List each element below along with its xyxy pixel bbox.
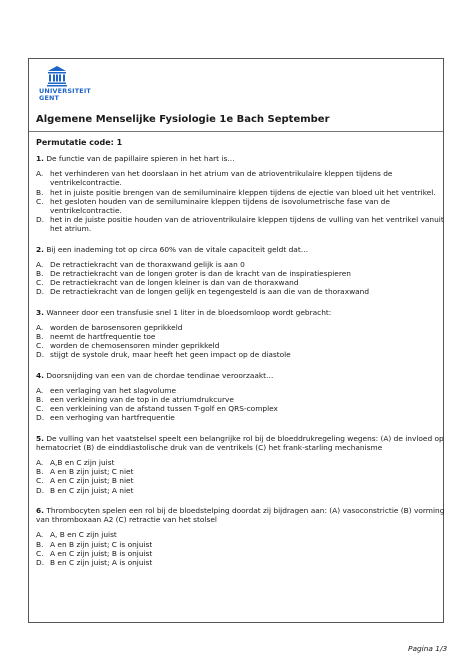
answer-options — [36, 386, 437, 423]
option-text: A en C zijn juist; B niet — [50, 476, 134, 486]
option-label: A. — [36, 169, 44, 179]
option-text: worden de barosensoren geprikkeld — [50, 322, 183, 332]
question-text: van thromboxaan A2 (C) retractie van het stolsel — [36, 515, 217, 525]
option-label: C. — [36, 196, 44, 206]
option-text: neemt de hartfrequentie toe — [50, 332, 156, 342]
question-stem — [36, 443, 437, 452]
option-text: De retractiekracht van de longen kleiner is dan van de thoraxwand — [50, 278, 299, 288]
option-label: A. — [36, 259, 44, 269]
ugent-logo — [36, 65, 96, 111]
question-text: De functie van de papillaire spieren in het hart is… — [46, 154, 235, 163]
option-text: het in de juiste positie houden van de atrioventrikulaire kleppen tijdens de vulling van het ventrikel vanuit — [50, 215, 444, 225]
sheet-content — [36, 65, 445, 567]
answer-option-d[interactable] — [36, 287, 437, 296]
answer-options — [36, 458, 437, 495]
question-text: Doorsnijding van een van de chordae tendinae veroorzaakt… — [46, 370, 274, 380]
option-label: C. — [36, 404, 44, 414]
answer-option-d[interactable] — [36, 350, 437, 359]
question-1 — [36, 154, 444, 234]
option-label: D. — [36, 287, 45, 297]
option-label: C. — [36, 341, 44, 351]
option-label: A. — [36, 458, 44, 468]
answer-option-b[interactable] — [36, 540, 437, 549]
option-text: B en C zijn juist; A niet — [50, 485, 134, 495]
option-label: A. — [36, 530, 44, 540]
option-text: A en C zijn juist; B is onjuist — [50, 548, 153, 558]
question-3 — [36, 308, 437, 360]
answer-option-a[interactable] — [36, 260, 437, 269]
option-text: het atrium. — [50, 224, 92, 234]
option-label: C. — [36, 548, 44, 558]
answer-options — [36, 323, 437, 360]
question-2 — [36, 245, 437, 297]
permutation-code: Permutatie code: 1 — [36, 138, 123, 147]
answer-option-a[interactable] — [36, 386, 437, 395]
option-label: B. — [36, 332, 44, 342]
answer-option-d[interactable] — [36, 215, 444, 234]
answer-option-c[interactable] — [36, 549, 437, 558]
option-text: worden de chemosensoren minder geprikkeld — [50, 341, 220, 351]
option-label: D. — [36, 215, 45, 225]
option-text: A en B zijn juist; C is onjuist — [50, 539, 153, 549]
question-number: 3. — [36, 307, 44, 317]
option-label: B. — [36, 187, 44, 197]
question-6 — [36, 505, 445, 567]
exam-title: Algemene Menselijke Fysiologie 1e Bach September — [36, 114, 330, 125]
ugent-building-icon — [46, 65, 68, 87]
answer-option-a[interactable] — [36, 323, 437, 332]
question-list — [36, 154, 445, 567]
logo-text-line1: UNIVERSITEIT — [39, 87, 91, 95]
question-stem — [36, 433, 444, 443]
answer-option-b[interactable] — [36, 332, 437, 341]
title-divider — [29, 131, 443, 132]
question-number: 5. — [36, 433, 44, 443]
question-number: 4. — [36, 370, 44, 380]
exam-sheet — [28, 58, 444, 623]
question-text: De vulling van het vaatstelsel speelt een belangrijke rol bij de bloeddrukregeling wegens: (A) de invloed op — [46, 433, 444, 443]
option-label: B. — [36, 467, 44, 477]
option-text: B en C zijn juist; A is onjuist — [50, 557, 153, 567]
option-label: A. — [36, 322, 44, 332]
option-label: D. — [36, 350, 45, 360]
question-stem — [36, 371, 437, 380]
question-4 — [36, 371, 437, 423]
option-text: het in juiste positie brengen van de semiluminaire kleppen tijdens de ejectie van bloed uit het ventrikel. — [50, 187, 436, 197]
option-label: B. — [36, 269, 44, 279]
page-number: Pagina 1/3 — [408, 644, 448, 653]
answer-option-b[interactable] — [36, 269, 437, 278]
question-text: Wanneer door een transfusie snel 1 liter in de bloedsomloop wordt gebracht: — [46, 307, 332, 317]
answer-option-a[interactable] — [36, 458, 437, 467]
option-text: De retractiekracht van de longen groter is dan de kracht van de inspiratiespieren — [50, 269, 351, 279]
question-stem — [36, 245, 437, 254]
option-text: ventrikelcontractie. — [50, 178, 122, 188]
option-text: het verhinderen van het doorslaan in het atrium van de atrioventrikulaire kleppen tijdens de — [50, 169, 393, 179]
question-stem — [36, 154, 437, 163]
answer-option-d[interactable] — [36, 486, 437, 495]
answer-option-b[interactable] — [36, 467, 437, 476]
option-label: D. — [36, 485, 45, 495]
logo-text-line2: GENT — [39, 94, 60, 102]
question-5 — [36, 433, 444, 495]
answer-options — [36, 530, 437, 567]
option-text: A, B en C zijn juist — [50, 530, 117, 540]
option-label: C. — [36, 476, 44, 486]
answer-option-d[interactable] — [36, 558, 437, 567]
answer-options — [36, 260, 437, 297]
question-number: 1. — [36, 154, 44, 163]
answer-option-a[interactable] — [36, 169, 437, 187]
option-text: een verkleining van de top in de atriumdrukcurve — [50, 395, 234, 405]
question-stem — [36, 505, 445, 515]
question-text: hematocriet (B) de einddiastolische druk van de ventrikels (C) het frank-starling mechanisme — [36, 442, 383, 452]
answer-option-a[interactable] — [36, 530, 437, 539]
question-number: 2. — [36, 244, 44, 254]
answer-option-c[interactable] — [36, 197, 437, 215]
option-text: een verkleining van de afstand tussen T-golf en QRS-complex — [50, 404, 278, 414]
option-text: A,B en C zijn juist — [50, 458, 115, 468]
option-label: D. — [36, 557, 45, 567]
answer-options — [36, 169, 444, 234]
option-text: een verlaging van het slagvolume — [50, 385, 177, 395]
answer-option-b[interactable] — [36, 188, 437, 197]
option-label: A. — [36, 385, 44, 395]
option-label: D. — [36, 413, 45, 423]
option-text: een verhoging van hartfrequentie — [50, 413, 175, 423]
answer-option-c[interactable] — [36, 404, 437, 413]
question-text: Bij een inademing tot op circa 60% van de vitale capaciteit geldt dat… — [46, 244, 309, 254]
option-text: het gesloten houden van de semiluminaire kleppen tijdens de isovolumetrische fase van de — [50, 196, 390, 206]
question-number: 6. — [36, 505, 44, 515]
option-text: De retractiekracht van de longen gelijk en tegengesteld is aan die van de thoraxwand — [50, 287, 370, 297]
question-stem — [36, 308, 437, 317]
option-label: B. — [36, 539, 44, 549]
answer-option-d[interactable] — [36, 413, 437, 422]
option-text: De retractiekracht van de thoraxwand gelijk is aan 0 — [50, 259, 245, 269]
answer-option-c[interactable] — [36, 476, 437, 485]
option-text: ventrikelcontractie. — [50, 206, 122, 216]
answer-option-c[interactable] — [36, 278, 437, 287]
question-stem — [36, 515, 437, 524]
question-text: Thrombocyten spelen een rol bij de bloedstelping doordat zij bijdragen aan: (A) vasoconstrictie (B) vorming — [46, 505, 445, 515]
option-label: C. — [36, 278, 44, 288]
option-text: A en B zijn juist; C niet — [50, 467, 134, 477]
option-label: B. — [36, 395, 44, 405]
option-text: stijgt de systole druk, maar heeft het geen impact op de diastole — [50, 350, 291, 360]
answer-option-b[interactable] — [36, 395, 437, 404]
answer-option-c[interactable] — [36, 341, 437, 350]
